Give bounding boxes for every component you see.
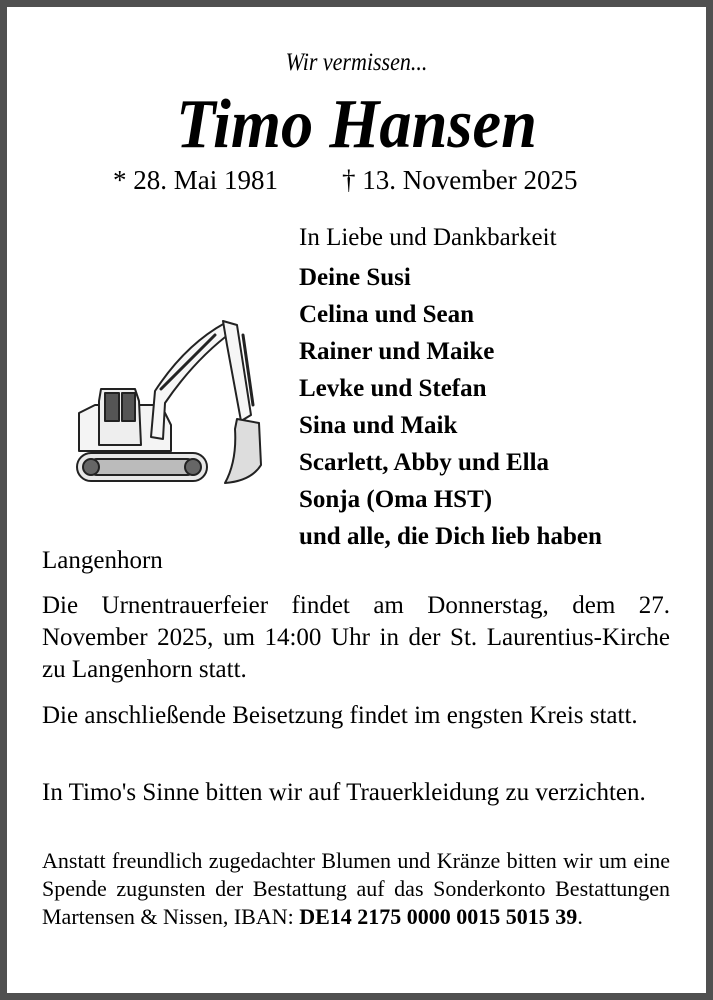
family-member: Sonja (Oma HST): [299, 486, 493, 513]
donation-end: .: [577, 904, 583, 929]
place-name: Langenhorn: [42, 547, 163, 574]
family-member: Celina und Sean: [299, 301, 475, 328]
death-date: † 13. November 2025: [342, 165, 578, 195]
intro-line: Wir vermissen...: [285, 49, 428, 76]
family-member: Rainer und Maike: [299, 338, 495, 365]
birth-date: * 28. Mai 1981: [113, 165, 278, 195]
family-list: [299, 262, 602, 558]
donation-paragraph: [42, 847, 670, 931]
burial-paragraph: Die anschließende Beisetzung findet im engsten Kreis statt.: [42, 702, 638, 729]
excavator-icon: [65, 305, 265, 495]
attire-paragraph: In Timo's Sinne bitten wir auf Trauerkleidung zu verzichten.: [42, 779, 646, 806]
family-member: Sina und Maik: [299, 412, 458, 439]
ceremony-paragraph: Die Urnentrauerfeier findet am Donnerstag, dem 27. November 2025, um 14:00 Uhr in der St. Laurentius-Kirche zu Langenhorn statt.: [42, 592, 670, 683]
deceased-name: Timo Hansen: [176, 86, 537, 163]
obituary-card: [7, 7, 706, 993]
thanks-line: In Liebe und Dankbarkeit: [299, 224, 557, 251]
family-member: Levke und Stefan: [299, 375, 487, 402]
family-member: und alle, die Dich lieb haben: [299, 523, 602, 550]
family-member: Scarlett, Abby und Ella: [299, 449, 550, 476]
iban-number: DE14 2175 0000 0015 5015 39: [299, 904, 578, 929]
donation-text: Anstatt freundlich zugedachter Blumen und Kränze bitten wir um eine Spende zugunsten der Bestattung auf das Sonderkonto Bestattungen Martensen & Nissen, IBAN:: [42, 848, 670, 929]
family-member: Deine Susi: [299, 264, 411, 291]
